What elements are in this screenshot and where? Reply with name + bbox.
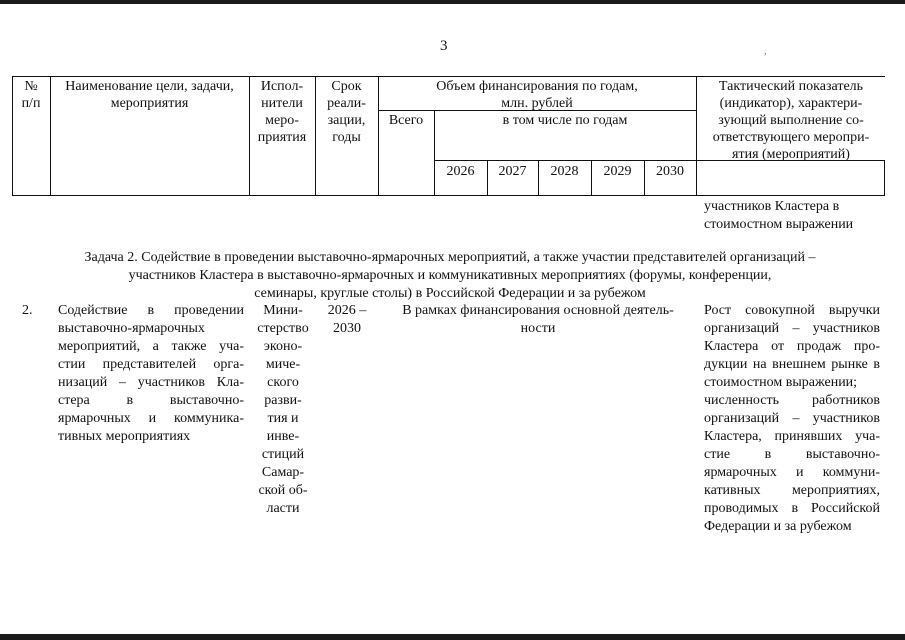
- row-indicator-line: ярмарочных и коммуни-: [704, 465, 880, 480]
- row-financing: В рамках финансирования основной деятель- ности: [402, 303, 674, 336]
- row-name-line: стера в выставочно-: [58, 393, 244, 408]
- row-name-line: ярмарочных и коммуника-: [58, 411, 244, 426]
- row-executors-line: ласти: [266, 501, 300, 516]
- row-executors-line: миче-: [265, 357, 301, 372]
- row-indicator-line: организаций – участников: [704, 411, 880, 426]
- scan-bottom-edge: [0, 634, 905, 640]
- row-executors-line: Самар-: [261, 465, 305, 480]
- row-executors-line: стиций: [261, 447, 305, 462]
- row-executors-line: эконо-: [263, 339, 303, 354]
- page-number: 3: [440, 38, 448, 54]
- row-indicator-line: кативных мероприятиях,: [704, 483, 880, 498]
- row-executors-line: ского: [267, 375, 299, 390]
- year-2026: 2026: [446, 164, 475, 179]
- year-2028: 2028: [550, 164, 579, 179]
- row-indicator-line: организаций – участников: [704, 321, 880, 336]
- row-name-line: низаций – участников Кла-: [58, 375, 244, 390]
- scan-top-edge: [0, 0, 905, 4]
- header-term: Срок реали- зации, годы: [327, 79, 366, 145]
- row-indicator-line: проводимых в Российской: [704, 501, 880, 516]
- header-by-years: в том числе по годам: [502, 113, 628, 128]
- row-name-line: выставочно-ярмарочных: [58, 321, 205, 336]
- header-total: Всего: [388, 113, 424, 128]
- row-executors-line: стерство: [257, 321, 309, 336]
- header-financing-title: Объем финансирования по годам, млн. рублей: [436, 79, 638, 111]
- row-indicator-line: Кластера от продаж про-: [704, 339, 880, 354]
- header-indicator: Тактический показатель (индикатор), характери- зующий выполнение со- ответствующего меропри- ятия (мероприятий): [712, 79, 870, 162]
- row-executors-line: тия и: [267, 411, 299, 426]
- row-name-line: мероприятий, а также уча-: [58, 339, 244, 354]
- scan-speck: ,: [764, 46, 767, 57]
- row-name: [58, 302, 244, 446]
- year-2030: 2030: [656, 164, 684, 179]
- row-indicator-line: дукции на внешнем рынке в: [704, 357, 880, 372]
- row-executors-line: инве-: [266, 429, 300, 444]
- row-executors-line: ской об-: [258, 483, 308, 498]
- row-name-line: тивных мероприятиях: [58, 429, 191, 444]
- row-indicator-line: численность работников: [704, 393, 880, 408]
- row-name-line: Содействие в проведении: [58, 303, 244, 318]
- row-indicator: [704, 302, 880, 536]
- header-name: Наименование цели, задачи, мероприятия: [65, 79, 234, 111]
- row-indicator-line: Федерации и за рубежом: [704, 519, 852, 534]
- year-2029: 2029: [603, 164, 632, 179]
- header-executors: Испол- нители меро- приятия: [257, 79, 307, 145]
- row-indicator-line: стоимостном выражении;: [704, 375, 858, 390]
- row-executors-line: разви-: [264, 393, 302, 408]
- carryover-indicator-text: участников Кластера в стоимостном выражении: [704, 199, 854, 232]
- row-name-line: стии представителей орга-: [58, 357, 244, 372]
- row-number: 2.: [22, 303, 33, 318]
- row-indicator-line: Рост совокупной выручки: [704, 303, 880, 318]
- row-executors-line: Мини-: [263, 303, 303, 318]
- row-term: 2026 – 2030: [327, 303, 367, 336]
- year-2027: 2027: [498, 164, 527, 179]
- task-heading: Задача 2. Содействие в проведении выставочно-ярмарочных мероприятий, а также участии представителей организаций – участников Кластера в выставочно-ярмарочных и коммуникативных мероприятиях (форумы, конференции, семинары, круглые столы) в Российской Федерации и за рубежом: [84, 250, 816, 301]
- row-indicator-line: стие в выставочно-: [704, 447, 880, 462]
- row-executors: [250, 302, 316, 518]
- row-indicator-line: Кластера, принявших уча-: [704, 429, 880, 444]
- header-num: № п/п: [21, 79, 41, 111]
